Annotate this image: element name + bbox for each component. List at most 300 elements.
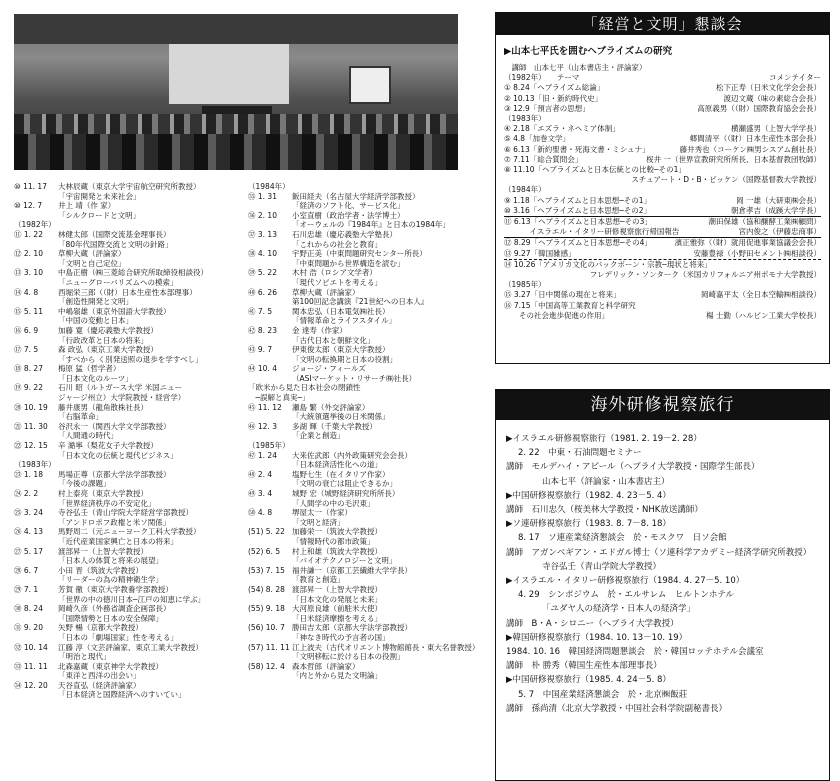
- lecture-subject: 「経済のソフト化、サービス化」: [292, 201, 405, 211]
- lecture-speaker: 森 政弘（東京工業大学教授）: [58, 345, 158, 355]
- lecture-line: [14, 604, 242, 614]
- lecture-speaker: 石川忠雄（慶応義塾大学塾長）: [292, 229, 397, 239]
- session-commentator: 岡崎嘉平太（全日本空輸㈱相談役）: [701, 290, 821, 300]
- lecture-line: [14, 489, 242, 499]
- session-line: [504, 114, 821, 124]
- session-theme: ⑥ 6.13「新約聖書・死海文書・ミシュナ」: [504, 144, 650, 154]
- lecture-date: ⑱ 8. 27: [14, 364, 43, 374]
- lecture-line: [248, 288, 480, 298]
- photo-projection-screen: [169, 44, 289, 104]
- lecture-subject: 「人間通の時代」: [58, 431, 118, 441]
- session-line: [504, 280, 821, 290]
- lecture-speaker: 木村 浩（ロシア文学者）: [292, 268, 377, 278]
- lecture-subject: 「国際情勢と日本の安全保障」: [58, 613, 163, 623]
- lecture-line: [248, 623, 480, 633]
- lecture-subject: 「文明の衰亡は阻止できるか」: [292, 479, 397, 489]
- lecture-line: [248, 643, 480, 653]
- lecture-subject: 「日本文化の発展と未来」: [292, 594, 382, 604]
- tour-line: 講師 B・A・シロニー（ヘブライ大学教授）: [506, 618, 679, 629]
- lecture-subject: 「バイオテクノロジーと文明」: [292, 556, 397, 566]
- session-line: [504, 216, 821, 227]
- lecture-date: ㉙ 7. 1: [14, 584, 39, 594]
- lecture-line: [248, 547, 480, 557]
- lecture-entry: [14, 585, 242, 604]
- lecture-subject: 「日本経済活性化への道」: [292, 460, 382, 470]
- lecture-subject: 「欧米から見た日本社会の閉鎖性: [248, 383, 361, 393]
- lecture-entry: [14, 527, 242, 546]
- lecture-subject: 「これからの社会と教育」: [292, 239, 382, 249]
- session-line: [504, 301, 821, 311]
- lecture-list-column-2: [248, 182, 480, 681]
- lecture-list-column-1: [14, 182, 242, 700]
- lecture-line: [248, 249, 480, 259]
- session-line: [504, 83, 821, 93]
- lecture-date: ㊻ 12. 3: [248, 421, 277, 431]
- lecture-subject: 「すべから く別発送照の退歩を学すべし」: [58, 354, 203, 364]
- lecture-speaker: 金 達寿（作家）: [292, 325, 347, 335]
- lecture-date: ㉗ 5. 17: [14, 546, 43, 556]
- lecture-line: [248, 211, 480, 221]
- lecture-subject: 「内と外から見た文明論」: [292, 671, 382, 681]
- lecture-speaker: 江上波夫（古代オリエント博物館館長・東大名誉教授）: [292, 642, 480, 652]
- session-line: [504, 206, 821, 216]
- lecture-date: (53) 7. 15: [248, 565, 285, 575]
- session-theme: （1983年）: [504, 114, 546, 124]
- lecture-line: [14, 249, 242, 259]
- lecture-subject: 「今後の課題」: [58, 479, 111, 489]
- lecture-line: [14, 585, 242, 595]
- lecture-entry: [14, 470, 242, 489]
- session-commentator: 渡辺文蔵（味の素総合会長）: [723, 93, 821, 103]
- lecture-line: [14, 527, 242, 537]
- lecture-date: ㊾ 3. 4: [248, 489, 273, 498]
- year-heading: （1985年）: [248, 441, 290, 451]
- tour-line: 2. 22 中東・石油問題セミナー: [518, 448, 642, 459]
- lecture-entry: [248, 508, 480, 527]
- lecture-line: [248, 268, 480, 278]
- lecture-speaker: 城野 宏（城野経済研究所所長）: [292, 489, 400, 498]
- lecture-date: ㉒ 12. 15: [14, 441, 48, 451]
- session-theme: ⑫ 8.29「ヘブライズムと日本思想─その4」: [504, 238, 652, 248]
- session-line: [504, 63, 821, 73]
- lecture-date: ㊺ 11. 12: [248, 402, 282, 412]
- lecture-speaker: 馬野周二（元ニューヨーク工科大学教授）: [58, 527, 201, 537]
- lecture-date: ㉛ 9. 20: [14, 623, 43, 633]
- lecture-entry: [14, 403, 242, 422]
- lecture-speaker: 馬場正尊（京都大学法学部教授）: [58, 469, 171, 479]
- session-commentator: 安藤豊禄（小野田セメント㈱相談役）: [693, 248, 821, 258]
- year-heading: （1983年）: [14, 460, 56, 470]
- lecture-line: [14, 364, 242, 374]
- tour-line: 講師 石川忠久（桜美林大学教授・NHK放送講師）: [506, 505, 703, 516]
- session-commentator: 郷間清平（（財）日本生産性本部会長）: [689, 134, 821, 144]
- lecture-line: [248, 489, 480, 499]
- lecture-entry: [248, 662, 480, 681]
- lecture-date: (57) 11. 11: [248, 642, 290, 652]
- lecture-date: ㉕ 3. 24: [14, 508, 43, 518]
- lecture-line: [14, 643, 242, 653]
- session-commentator: スチュアート・D・B・ピッケン（国際基督教大学教授）: [631, 175, 821, 185]
- lecture-subject: 「ニューグローバリズムへの模索」: [58, 277, 178, 287]
- lecture-line: [248, 451, 480, 461]
- session-line: [504, 237, 821, 248]
- management-civilization-panel: [495, 12, 830, 364]
- lecture-subject: 「日本文化のルーツ」: [58, 373, 133, 383]
- lecture-entry: [248, 288, 480, 307]
- lecture-speaker: ジョージ・フィールズ: [292, 364, 366, 374]
- session-line: [504, 73, 821, 83]
- lecture-entry: [14, 566, 242, 585]
- session-theme: ⑪ 6.13「ヘブライズムと日本思想─その3」: [504, 217, 652, 227]
- session-line: [504, 311, 821, 321]
- lecture-continued: [248, 383, 480, 393]
- session-commentator: 濱正雅弥（（財）就用促進事業協議会会長）: [674, 238, 821, 248]
- lecture-speaker: 多湖 輝（千葉大学教授）: [292, 421, 377, 431]
- lecture-entry: [14, 326, 242, 345]
- lecture-entry: [14, 681, 242, 700]
- lecture-speaker: 石川 昭（ルトガース大学 米国ニュー: [58, 383, 183, 393]
- lecture-line: [14, 441, 242, 451]
- lecture-subject: 「アンドロポフ政権と米ソ関係」: [58, 517, 171, 527]
- panel-body: [506, 432, 829, 716]
- lecture-speaker: 小田 晋（筑波大学教授）: [58, 565, 143, 575]
- lecture-date: ㊸ 9. 7: [248, 345, 273, 355]
- lecture-date: ㊼ 1. 24: [248, 450, 277, 460]
- tour-line: 講師 アガンベギアン・エドガル博士（ソ連科学アカデミー経済学研究所教授）: [506, 547, 812, 558]
- lecture-subject: 「中東問題から世界構造を読む」: [292, 258, 405, 268]
- lecture-line: [14, 566, 242, 576]
- year-heading: （1984年）: [248, 182, 290, 191]
- session-line: [504, 290, 821, 300]
- session-theme: （1984年）: [504, 185, 546, 195]
- lecture-subject: ジャージ州立）大学院教授・経営学）: [58, 393, 186, 403]
- lecture-entry: [248, 623, 480, 642]
- lecture-speaker: 天谷直弘（経済評論家）: [58, 680, 141, 690]
- lecture-speaker: 宇野正美（中東問題研究センター所長）: [292, 249, 427, 259]
- session-commentator: 藤井秀也（コーケン㈱男シスアム創社長）: [679, 144, 821, 154]
- lecture-date: ㊽ 2. 4: [248, 469, 273, 479]
- lecture-line: [248, 192, 480, 202]
- lecture-line: [248, 364, 480, 374]
- lecture-date: (52) 6. 5: [248, 546, 281, 556]
- lecture-entry: [14, 623, 242, 642]
- lecture-date: ㉓ 1. 18: [14, 469, 43, 479]
- lecture-line: [14, 182, 242, 192]
- lecture-line: [14, 470, 242, 480]
- session-line: [504, 134, 821, 144]
- tour-line: 8. 17 ソ連産業経済懇談会 於・モスクワ 日ソ会館: [518, 533, 727, 544]
- lecture-date: ⑪ 1. 22: [14, 229, 43, 239]
- lecture-entry: [14, 345, 242, 364]
- lecture-speaker: 渡部昇一（上智大学教授）: [58, 546, 148, 556]
- lecture-line: [14, 307, 242, 317]
- panel-subtitle: ▶山本七平氏を囲むヘブライズムの研究: [504, 46, 673, 57]
- session-theme: ⑦ 7.11「総合質問会」: [504, 154, 583, 164]
- session-line: [504, 185, 821, 195]
- session-commentator: 楊 士勤（ハルビン工業大学校長）: [706, 310, 821, 320]
- lecture-date: ㉘ 6. 7: [14, 565, 39, 575]
- lecture-entry: [248, 307, 480, 326]
- lecture-date: ⑬ 3. 10: [14, 268, 43, 278]
- session-line: [504, 227, 821, 237]
- session-commentator: フレデリック・ソンターク（米国カリフォルニア州ポモナ大学教授）: [589, 270, 821, 280]
- lecture-line: [14, 268, 242, 278]
- lecture-date: ⑮ 5. 11: [14, 306, 43, 316]
- tour-line: 5. 7 中国産業経済懇談会 於・北京㈱飯莊: [518, 689, 688, 700]
- lecture-entry: [14, 441, 242, 460]
- tour-line: ▶中国研修視察旅行（1982. 4. 23－5. 4）: [506, 490, 671, 501]
- session-line: [504, 165, 821, 175]
- lecture-entry: [14, 662, 242, 681]
- lecture-date: ㊶ 7. 5: [248, 306, 273, 316]
- lecture-date: ㉞ 12. 20: [14, 680, 48, 690]
- lecture-entry: [248, 566, 480, 585]
- lecture-date: (51) 5. 22: [248, 527, 285, 537]
- lecture-speaker: 北森嘉蔵（東京神学大学教授）: [58, 661, 163, 671]
- panel-title: 海外研修視察旅行: [496, 390, 829, 420]
- lecture-date: ㉖ 4. 13: [14, 527, 43, 537]
- lecture-date: ㊳ 4. 10: [248, 249, 277, 259]
- session-theme: ③ 12.9「預言者の思想」: [504, 103, 590, 113]
- tour-line: 山本七平（評論家・山本書店主）: [542, 476, 670, 487]
- lecture-subject: 「情報革命とライフスタイル」: [292, 316, 397, 326]
- lecture-subject: 「世界経済秩序の不安定化」: [58, 498, 156, 508]
- session-theme: イスラエル・イタリー研修視察旅行帰国報告: [522, 227, 680, 237]
- lecture-line: [248, 470, 480, 480]
- lecture-subject: 「オーウェルの『1984年』と日本の1984年」: [292, 220, 450, 230]
- lecture-speaker: 西堀栄三郎（（財）日本生産性本部理事）: [58, 287, 197, 297]
- lecture-line: [14, 383, 242, 393]
- lecture-entry: [14, 508, 242, 527]
- lecture-entry: [248, 527, 480, 546]
- tour-line: 寺谷弘壬（青山学院大学教授）: [542, 561, 662, 572]
- lecture-entry: [248, 345, 480, 364]
- lecture-entry: [14, 383, 242, 402]
- session-theme: ⑧ 11.10「ヘブライズムと日本伝統との比較─その1」: [504, 165, 686, 175]
- lecture-entry: [248, 489, 480, 508]
- lecture-speaker: 勝田吉太郎（京都大学法学部教授）: [292, 623, 412, 633]
- lecture-subject: ─誤解と真実─」: [248, 393, 310, 403]
- tour-line: ▶イスラエル研修視察旅行（1981. 2. 19－2. 28）: [506, 434, 702, 444]
- lecture-subject: 「80年代国際交流と文明の針路」: [58, 239, 173, 249]
- lecture-entry: [248, 422, 480, 441]
- lecture-speaker: 森本哲郎（評論家）: [292, 661, 360, 671]
- lecture-date: ㊷ 8. 23: [248, 325, 277, 335]
- lecture-speaker: 小室直樹（政治学者・法学博士）: [292, 210, 405, 220]
- lecture-date: (54) 8. 28: [248, 584, 285, 594]
- lecture-entry: [14, 288, 242, 307]
- lecture-subject: 「中国の変動と日本」: [58, 316, 133, 326]
- lecture-subject: 「人間学の中の毛沢東」: [292, 498, 375, 508]
- lecture-line: [14, 403, 242, 413]
- lecture-date: ㉜ 10. 14: [14, 642, 48, 652]
- tour-line: 「ユダヤ人の経済学・日本人の経済学」: [542, 604, 696, 615]
- lecture-line: [14, 288, 242, 298]
- lecture-date: (55) 9. 18: [248, 604, 285, 614]
- lecture-subject: 「教育と創造」: [292, 575, 345, 585]
- session-theme: ⑩ 3.16「ヘブライズムと日本思想─その2」: [504, 205, 652, 215]
- session-commentator: 松下正寿（日米文化学会会長）: [716, 83, 821, 93]
- photo-audience-front-rows: [14, 134, 458, 170]
- lecture-date: ⑩ 12. 7: [14, 201, 43, 211]
- lecture-subject: 「大統領選挙後の日米関係」: [292, 412, 390, 422]
- lecture-line: [248, 307, 480, 317]
- session-commentator: 朝倉孝吉（成蹊大学学長）: [731, 205, 821, 215]
- session-line: [504, 145, 821, 155]
- lecture-line: [14, 623, 242, 633]
- lecture-line: [14, 201, 242, 211]
- lecture-speaker: 塩野七生（在イタリア作家）: [292, 469, 390, 479]
- tour-line: ▶イスラエル・イタリー研修視察旅行（1984. 4. 27－5. 10）: [506, 576, 745, 587]
- lecture-speaker: 加藤栄一（筑波大学教授）: [292, 527, 382, 537]
- seminar-hall-photo: [14, 14, 458, 170]
- lecture-date: ⑯ 6. 9: [14, 325, 39, 335]
- lecture-subject: 「創造性開発と文明」: [58, 297, 133, 307]
- lecture-line: [14, 345, 242, 355]
- lecture-line: [248, 527, 480, 537]
- session-theme: ② 10.13「旧・新約時代史」: [504, 93, 603, 103]
- lecture-speaker: 大林辰蔵（東京大学宇宙航空研究所教授）: [58, 182, 201, 191]
- lecture-line: [248, 422, 480, 432]
- lecture-subject: 「文明移転に於ける日本の役割」: [292, 652, 405, 662]
- session-commentator: 宮内俊之（伊藤忠商事）: [738, 227, 821, 237]
- lecture-date: ㊱ 2. 10: [248, 210, 277, 220]
- lecture-date: ㊿ 4. 8: [248, 508, 273, 518]
- lecture-date: (56) 10. 7: [248, 623, 285, 633]
- lecture-continued: [248, 393, 480, 403]
- lecture-speaker: 林健太郎（国際交流基金理事長）: [58, 229, 171, 239]
- tour-line: 講師 孫尚清（北京大学教授・中国社会科学院副秘書長）: [506, 703, 728, 714]
- session-theme: ⑤ 4.8「加巻文学」: [504, 134, 571, 144]
- lecture-date: ㉟ 1. 31: [248, 191, 277, 201]
- session-line: [504, 260, 821, 270]
- photo-easel-board: [349, 66, 391, 104]
- lecture-entry: [248, 192, 480, 211]
- session-commentator: コメンテイター: [769, 73, 821, 83]
- panel-body: [504, 63, 821, 321]
- lecture-date: ㉚ 8. 24: [14, 604, 43, 614]
- lecture-subject: 「文明の転換期と日本の役割」: [292, 354, 397, 364]
- lecture-subject: 「行政改革と日本の将来」: [58, 335, 148, 345]
- session-line: [504, 104, 821, 114]
- lecture-entry: [248, 230, 480, 249]
- tour-line: 講師 朴 勝秀（韓国生産性本部理事長）: [506, 661, 662, 672]
- lecture-subject: 「神なき時代の予言者の国」: [292, 632, 390, 642]
- lecture-line: [248, 403, 480, 413]
- session-theme: ⑨ 1.18「ヘブライズムと日本思想─その1」: [504, 195, 652, 205]
- year-heading: （1982年）: [14, 220, 56, 230]
- lecture-speaker: 福井謙一（京都工芸繊維大学学長）: [292, 565, 412, 575]
- lecture-subject: 「宇宙開発と未来社会」: [58, 191, 141, 201]
- lecture-entry: [248, 470, 480, 489]
- lecture-subject: 「日本人の体質と将来の展望」: [58, 556, 163, 566]
- lecture-date: ㊵ 6. 26: [248, 287, 277, 297]
- lecture-subject: 「東洋と西洋の出会い」: [58, 671, 141, 681]
- session-theme: ① 8.24「ヘブライズム総論」: [504, 83, 605, 93]
- lecture-subject: 第100回記念講演『21世紀への日本人』: [292, 297, 429, 307]
- lecture-line: [248, 345, 480, 355]
- lecture-speaker: 芳賀 徹（東京大学教養学部教授）: [58, 584, 173, 594]
- session-commentator: 桜井 一（世界宣教研究所所長、日本基督教団牧師）: [646, 154, 821, 164]
- lecture-speaker: 岡崎久彦（外務省調査企画部長）: [58, 604, 171, 614]
- lecture-entry: [248, 268, 480, 287]
- lecture-date: ⑰ 7. 5: [14, 345, 39, 355]
- session-line: [504, 94, 821, 104]
- lecture-speaker: 中島正樹（㈱三菱総合研究所取締役相談役）: [58, 268, 208, 278]
- lecture-subject: 「明治と現代」: [58, 652, 111, 662]
- session-theme: その社会進歩促進の作用」: [504, 310, 609, 320]
- lecture-entry: [248, 643, 480, 662]
- lecture-subject: 「企業と創造」: [292, 431, 345, 441]
- lecture-speaker: 谷沢永一（関西大学文学部教授）: [58, 421, 171, 431]
- lecture-line: [248, 230, 480, 240]
- lecture-speaker: 飯田経夫（名古屋大学経済学部教授）: [292, 191, 420, 201]
- lecture-subject: 「日本の「劇場国家」性を考える」: [58, 632, 178, 642]
- lecture-date: (58) 12. 4: [248, 661, 285, 671]
- lecture-line: [14, 508, 242, 518]
- lecture-subject: 「近代産業国家興亡と日本の将来」: [58, 536, 178, 546]
- lecture-entry: [248, 547, 480, 566]
- lecture-entry: [248, 364, 480, 383]
- session-theme: ⑯ 7.15「中国高等工業教育と科学研究: [504, 300, 636, 310]
- tour-line: ▶韓国研修視察旅行（1984. 10. 13－10. 19）: [506, 632, 688, 643]
- lecture-entry: [248, 211, 480, 230]
- lecture-speaker: 井上 靖（作 家）: [58, 201, 116, 211]
- lecture-subject: （ASIマーケット・リサーチ㈱社長）: [292, 373, 417, 383]
- lecture-subject: 「文明と経済」: [292, 517, 345, 527]
- lecture-date: ⑳ 10. 19: [14, 402, 48, 412]
- session-commentator: 高原義男（（財）国際教育協会会長）: [697, 103, 821, 113]
- session-theme: （1985年）: [504, 280, 546, 290]
- session-commentator: 潮田保雄（協和醸酵工業㈱顧問）: [708, 217, 821, 227]
- lecture-entry: [14, 307, 242, 326]
- session-theme: ⑮ 3.27「日中関係の現在と将来」: [504, 290, 621, 300]
- tour-line: 1984. 10. 16 韓国経済問題懇談会 於・韓国ロッテホテル会議室: [506, 647, 764, 658]
- lecture-speaker: 渡部昇一（上智大学教授）: [292, 584, 382, 594]
- lecture-subject: 「シルクロードと文明」: [58, 210, 141, 220]
- session-theme: ⑭ 10.26「アメリカ文化のバックボーン・宗教─現状と将来」: [504, 259, 712, 269]
- panel-title: 「経営と文明」懇談会: [496, 13, 829, 35]
- lecture-entry: [14, 230, 242, 249]
- lecture-entry: [14, 201, 242, 220]
- lecture-entry: [248, 326, 480, 345]
- lecture-speaker: 堺屋太一（作家）: [292, 508, 352, 518]
- lecture-entry: [248, 451, 480, 470]
- lecture-entry: [14, 249, 242, 268]
- lecture-speaker: 加藤 寛（慶応義塾大学教授）: [58, 325, 158, 335]
- lecture-line: [248, 566, 480, 576]
- lecture-line: [14, 326, 242, 336]
- lecture-speaker: 関本忠弘（日本電気㈱社長）: [292, 306, 390, 316]
- tour-line: 4. 29 シンポジウム 於・エルサレム ヒルトンホテル: [518, 590, 734, 601]
- lecture-date: ㉔ 2. 2: [14, 489, 39, 498]
- lecture-line: [14, 422, 242, 432]
- lecture-speaker: 草柳大蔵（評論家）: [292, 287, 360, 297]
- session-theme: ⑬ 9.27「韓国雑感」: [504, 248, 576, 258]
- lecture-subject: 「日本経済と国際経済へのすいてい」: [58, 690, 186, 700]
- session-theme: ④ 2.18「エズラ・ネヘミア体制」: [504, 124, 620, 134]
- lecture-entry: [14, 422, 242, 441]
- lecture-subject: 「日米経済摩擦を考える」: [292, 613, 382, 623]
- session-line: [504, 249, 821, 260]
- lecture-line: [14, 662, 242, 672]
- session-line: [504, 270, 821, 280]
- session-theme: （1982年） テーマ: [504, 73, 580, 83]
- lecture-speaker: 辛 澔寧（梨花女子大学教授）: [58, 441, 158, 451]
- lecture-line: [248, 604, 480, 614]
- lecture-entry: [14, 182, 242, 201]
- lecture-subject: 「情報時代の都市政策」: [292, 536, 375, 546]
